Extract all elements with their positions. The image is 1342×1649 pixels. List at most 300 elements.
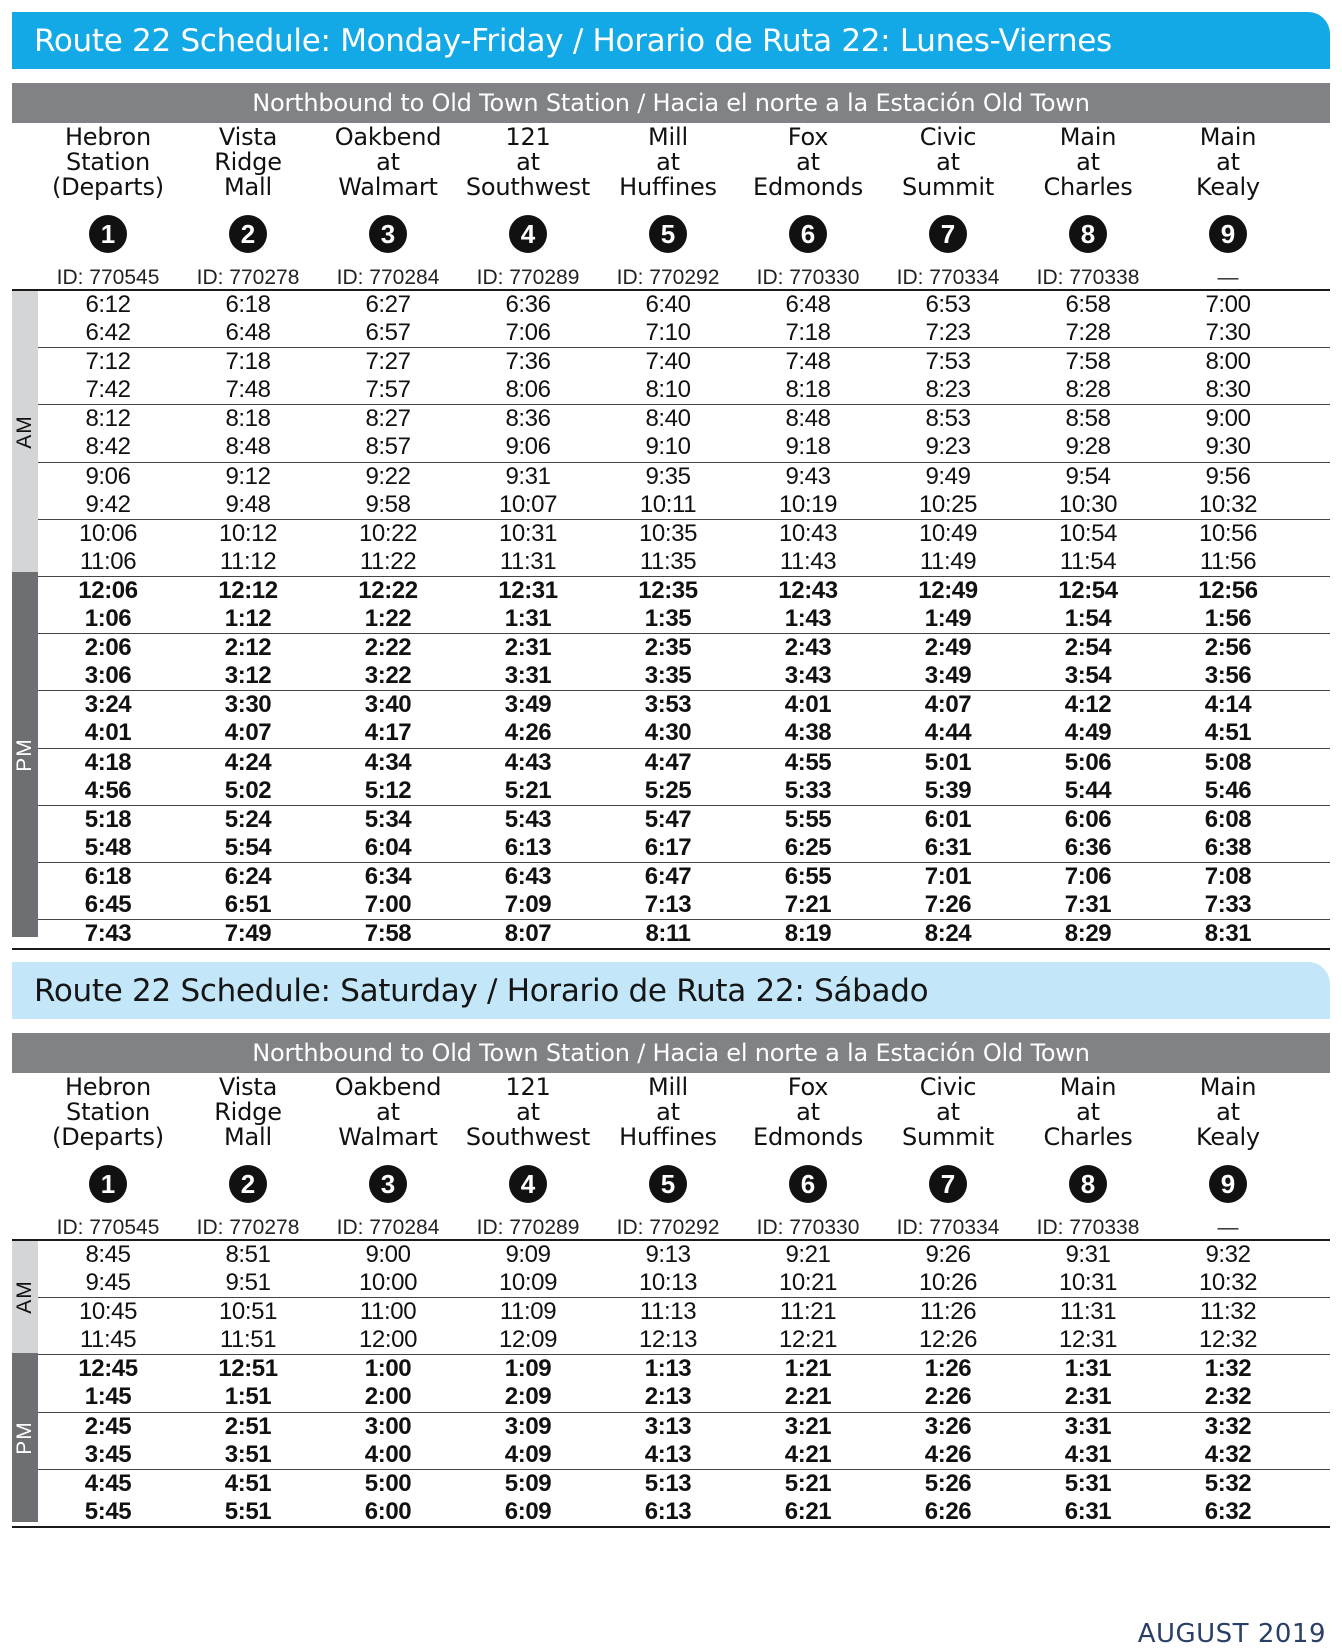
time-cell: 5:26 <box>924 1469 972 1497</box>
time-cell: 7:00 <box>1205 291 1251 318</box>
schedule-title: Route 22 Schedule: Monday-Friday / Horario de Ruta 22: Lunes-Viernes <box>12 12 1330 69</box>
stop-name-line: Charles <box>1043 173 1133 201</box>
time-cell: 12:22 <box>358 576 418 604</box>
trip-row <box>38 1498 1330 1526</box>
time-cell: 11:13 <box>639 1298 697 1326</box>
trip-pair <box>38 1297 1330 1354</box>
time-cell: 9:51 <box>225 1269 271 1297</box>
time-cell: 2:49 <box>924 634 972 662</box>
time-cell: 7:21 <box>784 890 832 918</box>
time-cell: 7:06 <box>505 319 551 347</box>
time-cell: 10:19 <box>778 490 838 518</box>
time-cell: 1:45 <box>84 1383 132 1411</box>
time-cell: 1:32 <box>1204 1355 1252 1383</box>
stop-id: ID: 770334 <box>896 1216 1000 1239</box>
time-cell: 8:30 <box>1205 376 1251 404</box>
time-cell: 3:40 <box>364 691 412 719</box>
time-cell: 9:22 <box>365 462 411 490</box>
stop-id: ID: 770278 <box>196 266 300 289</box>
time-cell: 3:22 <box>364 662 412 690</box>
time-cell: 4:12 <box>1064 691 1112 719</box>
trip-pair <box>38 1354 1330 1411</box>
time-cell: 11:45 <box>79 1326 137 1354</box>
time-cell: 7:36 <box>505 348 551 376</box>
time-cell: 8:36 <box>505 405 551 433</box>
time-cell: 9:13 <box>645 1241 691 1268</box>
stop-id: ID: 770334 <box>896 266 1000 289</box>
time-cell: 10:49 <box>918 519 978 547</box>
time-cell: 4:34 <box>364 748 412 776</box>
time-cell: 12:51 <box>218 1355 278 1383</box>
time-cell: 1:31 <box>504 605 552 633</box>
stop-name-line: Main <box>1059 123 1117 151</box>
time-cell: 9:48 <box>225 490 271 518</box>
stop-name <box>168 125 328 200</box>
trip-pair <box>38 862 1330 919</box>
stop-name-line: Mill <box>648 123 688 151</box>
time-cell: 10:09 <box>498 1269 558 1297</box>
time-cell: 8:27 <box>365 405 411 433</box>
time-cell: 6:25 <box>784 833 832 861</box>
time-cell: 8:23 <box>925 376 971 404</box>
time-cell: 4:38 <box>784 719 832 747</box>
trip-pair <box>38 462 1330 519</box>
time-cell: 1:51 <box>224 1383 272 1411</box>
time-cell: 4:45 <box>84 1469 132 1497</box>
time-cell: 5:48 <box>84 833 132 861</box>
time-cell: 2:31 <box>1064 1383 1112 1411</box>
time-cell: 5:25 <box>644 776 692 804</box>
time-cell: 3:32 <box>1204 1412 1252 1440</box>
stop-name-line: Fox <box>787 1073 829 1101</box>
trip-pair <box>38 1469 1330 1526</box>
trip-row <box>38 1298 1330 1326</box>
time-cell: 7:06 <box>1064 862 1112 890</box>
stop-name <box>588 125 748 200</box>
time-cell: 3:31 <box>1064 1412 1112 1440</box>
trip-row <box>38 1441 1330 1469</box>
time-cell: 5:21 <box>784 1469 832 1497</box>
stop-name-line: Hebron <box>64 123 152 151</box>
time-cell: 1:26 <box>924 1355 972 1383</box>
time-cell: 7:48 <box>225 376 271 404</box>
stop-name <box>1148 1075 1308 1150</box>
time-cell: 10:31 <box>498 519 558 547</box>
stop-name-line: Civic <box>919 1073 977 1101</box>
stop-id: ID: 770278 <box>196 1216 300 1239</box>
trip-row <box>38 319 1330 347</box>
time-cell: 4:56 <box>84 776 132 804</box>
time-cell: 6:18 <box>84 862 132 890</box>
stop-column <box>598 1073 738 1239</box>
stop-name-line: Main <box>1059 1073 1117 1101</box>
stops-header <box>12 1073 1330 1241</box>
schedule-title: Route 22 Schedule: Saturday / Horario de Ruta 22: Sábado <box>12 962 1330 1019</box>
trip-row <box>38 605 1330 633</box>
trip-row <box>38 1383 1330 1411</box>
time-cell: 7:01 <box>924 862 972 890</box>
time-cell: 6:17 <box>644 833 692 861</box>
stop-name <box>728 125 888 200</box>
stop-id: ID: 770292 <box>616 1216 720 1239</box>
numbered-circle-icon: 4 <box>509 1165 547 1203</box>
time-cell: 9:35 <box>645 462 691 490</box>
stop-column <box>458 1073 598 1239</box>
time-cell: 3:12 <box>224 662 272 690</box>
stop-name-line: at <box>1216 148 1240 176</box>
time-cell: 9:10 <box>645 433 691 461</box>
time-cell: 10:00 <box>358 1269 418 1297</box>
time-cell: 2:06 <box>84 634 132 662</box>
time-cell: 9:06 <box>505 433 551 461</box>
time-cell: 5:51 <box>224 1497 272 1525</box>
time-cell: 6:18 <box>225 291 271 318</box>
numbered-circle-icon: 5 <box>649 1165 687 1203</box>
time-cell: 10:45 <box>78 1298 138 1326</box>
time-cell: 6:53 <box>925 291 971 318</box>
time-cell: 4:49 <box>1064 719 1112 747</box>
time-cell: 12:43 <box>778 576 838 604</box>
time-cell: 4:47 <box>644 748 692 776</box>
stop-id: ID: 770289 <box>476 1216 580 1239</box>
time-cell: 9:18 <box>785 433 831 461</box>
time-cell: 2:13 <box>644 1383 692 1411</box>
time-cell: 10:51 <box>218 1298 278 1326</box>
time-cell: 5:13 <box>644 1469 692 1497</box>
time-cell: 12:13 <box>638 1326 698 1354</box>
time-cell: 7:09 <box>504 890 552 918</box>
time-cell: 8:18 <box>225 405 271 433</box>
stop-name-line: at <box>376 148 400 176</box>
stop-id: ID: 770545 <box>56 1216 160 1239</box>
time-cell: 4:32 <box>1204 1440 1252 1468</box>
numbered-circle-icon: 7 <box>929 1165 967 1203</box>
time-cell: 7:12 <box>85 348 131 376</box>
stop-name-line: Mill <box>648 1073 688 1101</box>
time-cell: 10:32 <box>1198 1269 1258 1297</box>
numbered-circle-icon: 8 <box>1069 1165 1107 1203</box>
stop-name-line: Huffines <box>619 1123 717 1151</box>
trip-pair <box>38 748 1330 805</box>
time-cell: 11:26 <box>919 1298 977 1326</box>
time-cell: 9:28 <box>1065 433 1111 461</box>
stop-id: ID: 770284 <box>336 1216 440 1239</box>
time-cell: 12:31 <box>1058 1326 1118 1354</box>
trip-row <box>38 662 1330 690</box>
stop-column <box>178 123 318 289</box>
time-cell: 4:13 <box>644 1440 692 1468</box>
time-cell: 6:34 <box>364 862 412 890</box>
time-cell: 6:51 <box>224 890 272 918</box>
time-cell: 4:01 <box>84 719 132 747</box>
time-cell: 10:13 <box>638 1269 698 1297</box>
trip-row <box>38 863 1330 891</box>
time-cell: 9:45 <box>85 1269 131 1297</box>
stop-column <box>1158 1073 1298 1239</box>
time-cell: 6:43 <box>504 862 552 890</box>
stops-header <box>12 123 1330 291</box>
time-cell: 11:54 <box>1059 547 1117 575</box>
time-cell: 8:29 <box>1064 920 1112 948</box>
trip-pair <box>38 805 1330 862</box>
time-cell: 8:28 <box>1065 376 1111 404</box>
time-cell: 6:57 <box>365 319 411 347</box>
stop-id: ID: 770284 <box>336 266 440 289</box>
time-cell: 6:47 <box>644 862 692 890</box>
stop-id: ID: 770330 <box>756 1216 860 1239</box>
time-cell: 5:44 <box>1064 776 1112 804</box>
time-cell: 6:27 <box>365 291 411 318</box>
time-cell: 4:44 <box>924 719 972 747</box>
time-cell: 5:39 <box>924 776 972 804</box>
trip-row <box>38 806 1330 834</box>
stop-name-line: Main <box>1199 123 1257 151</box>
stop-name-line: Main <box>1199 1073 1257 1101</box>
trip-row <box>38 891 1330 919</box>
trip-row <box>38 719 1330 747</box>
time-cell: 6:24 <box>224 862 272 890</box>
stop-name-line: at <box>516 1098 540 1126</box>
time-cell: 3:49 <box>924 662 972 690</box>
stop-id: ID: 770338 <box>1036 266 1140 289</box>
time-cell: 10:25 <box>918 490 978 518</box>
time-cell: 2:45 <box>84 1412 132 1440</box>
stop-id: — <box>1217 1216 1239 1239</box>
time-cell: 7:13 <box>644 890 692 918</box>
time-cell: 1:00 <box>364 1355 412 1383</box>
stop-name <box>728 1075 888 1150</box>
numbered-circle-icon: 3 <box>369 1165 407 1203</box>
time-cell: 1:06 <box>84 605 132 633</box>
stop-name <box>448 125 608 200</box>
trip-pair <box>38 690 1330 747</box>
time-cell: 6:26 <box>924 1497 972 1525</box>
numbered-circle-icon: 4 <box>509 215 547 253</box>
stop-name <box>1008 1075 1168 1150</box>
time-cell: 7:18 <box>225 348 271 376</box>
time-cell: 11:35 <box>639 547 697 575</box>
stop-name-line: Ridge <box>214 1098 282 1126</box>
time-cell: 12:09 <box>498 1326 558 1354</box>
stop-column <box>738 123 878 289</box>
time-cell: 6:58 <box>1065 291 1111 318</box>
stop-id: ID: 770330 <box>756 266 860 289</box>
time-cell: 10:07 <box>498 490 558 518</box>
time-cell: 5:12 <box>364 776 412 804</box>
trip-row <box>38 291 1330 319</box>
trip-pair <box>38 404 1330 461</box>
time-cell: 6:08 <box>1204 805 1252 833</box>
time-cell: 8:45 <box>85 1241 131 1268</box>
time-cell: 3:51 <box>224 1440 272 1468</box>
time-cell: 5:09 <box>504 1469 552 1497</box>
time-cell: 6:32 <box>1204 1497 1252 1525</box>
time-cell: 4:31 <box>1064 1440 1112 1468</box>
time-cell: 9:56 <box>1205 462 1251 490</box>
stop-column <box>598 123 738 289</box>
stop-name-line: Oakbend <box>334 1073 442 1101</box>
time-cell: 3:13 <box>644 1412 692 1440</box>
time-cell: 6:38 <box>1204 833 1252 861</box>
stop-name-line: at <box>376 1098 400 1126</box>
time-cell: 3:06 <box>84 662 132 690</box>
time-cell: 8:42 <box>85 433 131 461</box>
stop-id: ID: 770338 <box>1036 1216 1140 1239</box>
time-cell: 5:34 <box>364 805 412 833</box>
stop-name <box>448 1075 608 1150</box>
time-cell: 10:11 <box>639 490 697 518</box>
time-cell: 5:31 <box>1064 1469 1112 1497</box>
time-cell: 9:49 <box>925 462 971 490</box>
time-cell: 2:35 <box>644 634 692 662</box>
time-cell: 12:54 <box>1058 576 1118 604</box>
stop-column <box>738 1073 878 1239</box>
time-cell: 7:43 <box>84 920 132 948</box>
time-cell: 6:00 <box>364 1497 412 1525</box>
time-cell: 6:06 <box>1064 805 1112 833</box>
time-cell: 2:09 <box>504 1383 552 1411</box>
time-cell: 6:13 <box>504 833 552 861</box>
time-cell: 6:09 <box>504 1497 552 1525</box>
stop-name-line: at <box>796 1098 820 1126</box>
stop-name-line: Southwest <box>465 1123 591 1151</box>
stop-name-line: at <box>1216 1098 1240 1126</box>
trip-pair <box>38 576 1330 633</box>
time-cell: 9:31 <box>1065 1241 1111 1268</box>
time-cell: 10:12 <box>218 519 278 547</box>
pm-band <box>12 572 38 937</box>
trip-row <box>38 405 1330 433</box>
time-cell: 3:30 <box>224 691 272 719</box>
time-cell: 8:10 <box>645 376 691 404</box>
time-cell: 9:42 <box>85 490 131 518</box>
stop-name-line: Edmonds <box>752 173 863 201</box>
trip-pair <box>38 1412 1330 1469</box>
stop-name-line: Summit <box>901 1123 995 1151</box>
time-cell: 3:53 <box>644 691 692 719</box>
time-cell: 7:33 <box>1204 890 1252 918</box>
time-cell: 7:58 <box>364 920 412 948</box>
stop-name-line: at <box>1076 148 1100 176</box>
stop-name-line: Huffines <box>619 173 717 201</box>
pm-band <box>12 1353 38 1522</box>
time-cell: 3:26 <box>924 1412 972 1440</box>
time-cell: 11:32 <box>1199 1298 1257 1326</box>
time-cell: 10:22 <box>358 519 418 547</box>
time-cell: 4:09 <box>504 1440 552 1468</box>
stop-name-line: Vista <box>218 123 278 151</box>
time-cell: 2:26 <box>924 1383 972 1411</box>
time-cell: 12:35 <box>638 576 698 604</box>
time-cell: 8:06 <box>505 376 551 404</box>
stop-name-line: 121 <box>505 123 551 151</box>
time-cell: 10:06 <box>78 519 138 547</box>
time-cell: 8:48 <box>785 405 831 433</box>
time-cell: 6:12 <box>85 291 131 318</box>
time-cell: 7:27 <box>365 348 411 376</box>
numbered-circle-icon: 8 <box>1069 215 1107 253</box>
am-band <box>12 1241 38 1353</box>
time-cell: 1:13 <box>644 1355 692 1383</box>
time-cell: 7:48 <box>785 348 831 376</box>
stop-column <box>1158 123 1298 289</box>
stop-name-line: (Departs) <box>52 1123 164 1151</box>
stop-name-line: at <box>796 148 820 176</box>
pm-label: PM <box>13 1420 36 1455</box>
time-cell: 5:32 <box>1204 1469 1252 1497</box>
stop-name-line: Mall <box>224 173 272 201</box>
trip-row <box>38 433 1330 461</box>
time-cell: 5:18 <box>84 805 132 833</box>
publication-date: AUGUST 2019 <box>1137 1619 1326 1649</box>
time-cell: 5:01 <box>924 748 972 776</box>
time-cell: 1:21 <box>784 1355 832 1383</box>
time-cell: 6:01 <box>924 805 972 833</box>
time-cell: 11:56 <box>1199 547 1257 575</box>
trip-row <box>38 920 1330 948</box>
time-cell: 7:30 <box>1205 319 1251 347</box>
time-cell: 9:09 <box>505 1241 551 1268</box>
stop-name-line: Southwest <box>465 173 591 201</box>
time-cell: 2:00 <box>364 1383 412 1411</box>
time-cell: 1:43 <box>784 605 832 633</box>
time-cell: 11:31 <box>1059 1298 1117 1326</box>
stop-name-line: Civic <box>919 123 977 151</box>
time-cell: 10:35 <box>638 519 698 547</box>
time-cell: 8:07 <box>504 920 552 948</box>
time-cell: 5:55 <box>784 805 832 833</box>
stop-column <box>458 123 598 289</box>
time-cell: 7:08 <box>1204 862 1252 890</box>
time-cell: 4:21 <box>784 1440 832 1468</box>
time-cell: 2:32 <box>1204 1383 1252 1411</box>
trip-row <box>38 577 1330 605</box>
stop-name <box>588 1075 748 1150</box>
trip-row <box>38 1413 1330 1441</box>
pm-label: PM <box>13 737 36 772</box>
time-cell: 10:21 <box>778 1269 838 1297</box>
time-cell: 9:12 <box>225 462 271 490</box>
time-cell: 12:45 <box>78 1355 138 1383</box>
time-cell: 8:11 <box>645 920 691 948</box>
time-cell: 8:48 <box>225 433 271 461</box>
time-cell: 9:43 <box>785 462 831 490</box>
stop-id: ID: 770289 <box>476 266 580 289</box>
time-cell: 6:45 <box>84 890 132 918</box>
time-cell: 8:31 <box>1204 920 1252 948</box>
time-cell: 11:49 <box>919 547 977 575</box>
time-cell: 8:24 <box>924 920 972 948</box>
stop-column <box>1018 1073 1158 1239</box>
time-cell: 12:12 <box>218 576 278 604</box>
numbered-circle-icon: 2 <box>229 215 267 253</box>
time-cell: 10:30 <box>1058 490 1118 518</box>
time-cell: 6:55 <box>784 862 832 890</box>
stop-name-line: 121 <box>505 1073 551 1101</box>
stop-name-line: Kealy <box>1196 173 1260 201</box>
stop-name <box>28 125 188 200</box>
time-cell: 7:00 <box>364 890 412 918</box>
time-cell: 9:00 <box>365 1241 411 1268</box>
time-cell: 4:24 <box>224 748 272 776</box>
time-cell: 12:21 <box>778 1326 838 1354</box>
time-cell: 2:21 <box>784 1383 832 1411</box>
stop-name <box>1148 125 1308 200</box>
time-cell: 7:23 <box>925 319 971 347</box>
trip-row <box>38 463 1330 491</box>
time-cell: 3:54 <box>1064 662 1112 690</box>
numbered-circle-icon: 7 <box>929 215 967 253</box>
